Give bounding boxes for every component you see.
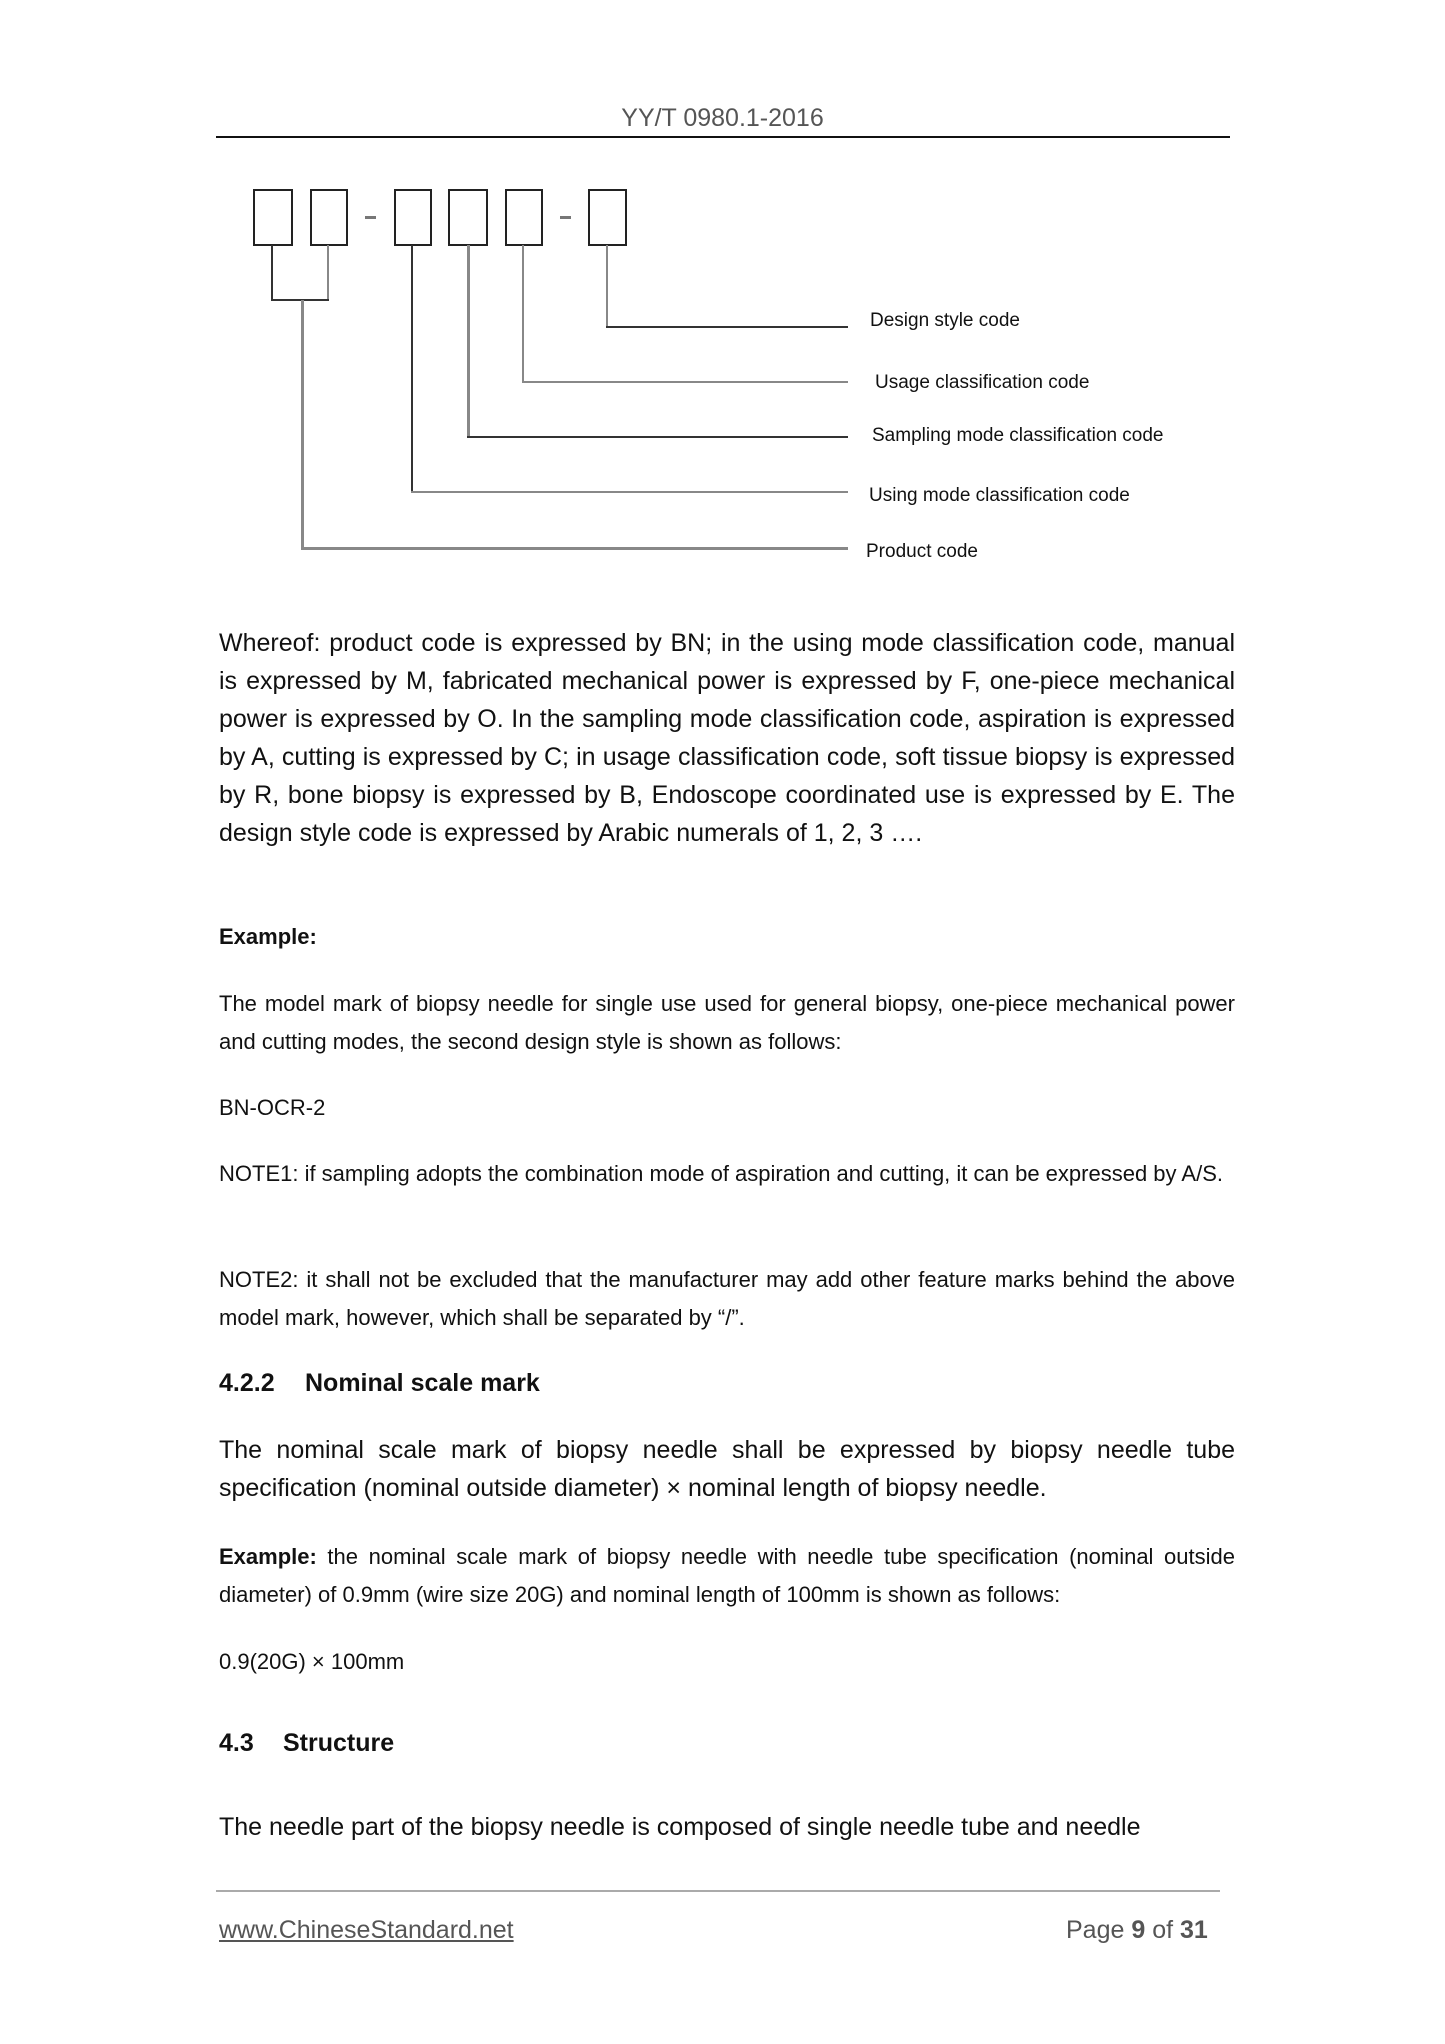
page-current: 9 bbox=[1131, 1916, 1146, 1944]
label-product-code: Product code bbox=[866, 541, 978, 562]
code-box-4 bbox=[448, 189, 488, 246]
note-1: NOTE1: if sampling adopts the combination mode of aspiration and cutting, it can be expressed by A/S. bbox=[219, 1161, 1224, 1186]
code-box-5 bbox=[505, 189, 543, 246]
section-title: Structure bbox=[283, 1729, 395, 1757]
nominal-example-text: the nominal scale mark of biopsy needle with needle tube specification (nominal outside diameter) of 0.9mm (wire size 20G) and nominal length of 100mm is shown as follows: bbox=[219, 1544, 1235, 1607]
separator-dash-1 bbox=[365, 216, 376, 219]
product-connector-horizontal bbox=[301, 547, 848, 550]
code-box-1 bbox=[253, 189, 293, 246]
nominal-example-value: 0.9(20G) × 100mm bbox=[219, 1649, 405, 1674]
code-box-6 bbox=[588, 189, 627, 246]
footer-divider bbox=[216, 1890, 1220, 1892]
bracket-left-stem bbox=[271, 245, 273, 301]
nominal-example-label: Example: bbox=[219, 1544, 317, 1569]
bracket-bottom bbox=[271, 299, 329, 301]
page-total: 31 bbox=[1180, 1916, 1208, 1944]
code-box-3 bbox=[394, 189, 432, 246]
usage-connector-horizontal bbox=[522, 381, 848, 383]
example-label: Example: bbox=[219, 924, 317, 949]
separator-dash-2 bbox=[560, 216, 571, 219]
label-sampling-mode-classification-code: Sampling mode classification code bbox=[872, 425, 1164, 446]
structure-paragraph: The needle part of the biopsy needle is composed of single needle tube and needle bbox=[219, 1813, 1141, 1841]
note-2: NOTE2: it shall not be excluded that the manufacturer may add other feature marks behind the above model mark, however, which shall be separated by “/”. bbox=[219, 1267, 1235, 1330]
label-using-mode-classification-code: Using mode classification code bbox=[869, 485, 1130, 506]
section-title: Nominal scale mark bbox=[305, 1369, 540, 1397]
using-connector-vertical bbox=[411, 245, 413, 493]
code-box-2 bbox=[310, 189, 348, 246]
document-header-title: YY/T 0980.1-2016 bbox=[621, 104, 824, 132]
sampling-connector-vertical bbox=[467, 245, 470, 438]
example-text: The model mark of biopsy needle for single use used for general biopsy, one-piece mechanical power and cutting modes, the second design style is shown as follows: bbox=[219, 991, 1235, 1054]
section-number: 4.2.2 bbox=[219, 1369, 275, 1397]
header-divider bbox=[216, 136, 1230, 138]
bracket-right-stem bbox=[327, 245, 329, 301]
using-connector-horizontal bbox=[411, 491, 848, 493]
page-number bbox=[1066, 1915, 1208, 1945]
sampling-connector-horizontal bbox=[467, 436, 848, 438]
section-number: 4.3 bbox=[219, 1729, 254, 1757]
whereof-paragraph: Whereof: product code is expressed by BN; in the using mode classification code, manual is expressed by M, fabricated mechanical power is expressed by F, one-piece mechanical power is expressed by O. In the sampling mode classification code, aspiration is expressed by A, cutting is expressed by C; in usage classification code, soft tissue biopsy is expressed by R, bone biopsy is expressed by B, Endoscope coordinated use is expressed by E. The design style code is expressed by Arabic numerals of 1, 2, 3 …. bbox=[219, 629, 1235, 847]
section-heading-4-2-2 bbox=[219, 1368, 540, 1398]
label-usage-classification-code: Usage classification code bbox=[875, 372, 1090, 393]
footer-website-link[interactable]: www.ChineseStandard.net bbox=[219, 1916, 514, 1944]
nominal-scale-paragraph: The nominal scale mark of biopsy needle shall be expressed by biopsy needle tube specification (nominal outside diameter) × nominal length of biopsy needle. bbox=[219, 1436, 1235, 1502]
design-connector-vertical bbox=[606, 245, 608, 328]
page-prefix: Page bbox=[1066, 1916, 1132, 1944]
usage-connector-vertical bbox=[522, 245, 524, 383]
nominal-example-paragraph bbox=[219, 1538, 1235, 1614]
page-of: of bbox=[1145, 1916, 1180, 1944]
example-code: BN-OCR-2 bbox=[219, 1095, 326, 1120]
design-connector-horizontal bbox=[606, 326, 848, 328]
label-design-style-code: Design style code bbox=[870, 310, 1020, 331]
product-connector-vertical bbox=[301, 300, 304, 550]
section-heading-4-3 bbox=[219, 1728, 394, 1758]
